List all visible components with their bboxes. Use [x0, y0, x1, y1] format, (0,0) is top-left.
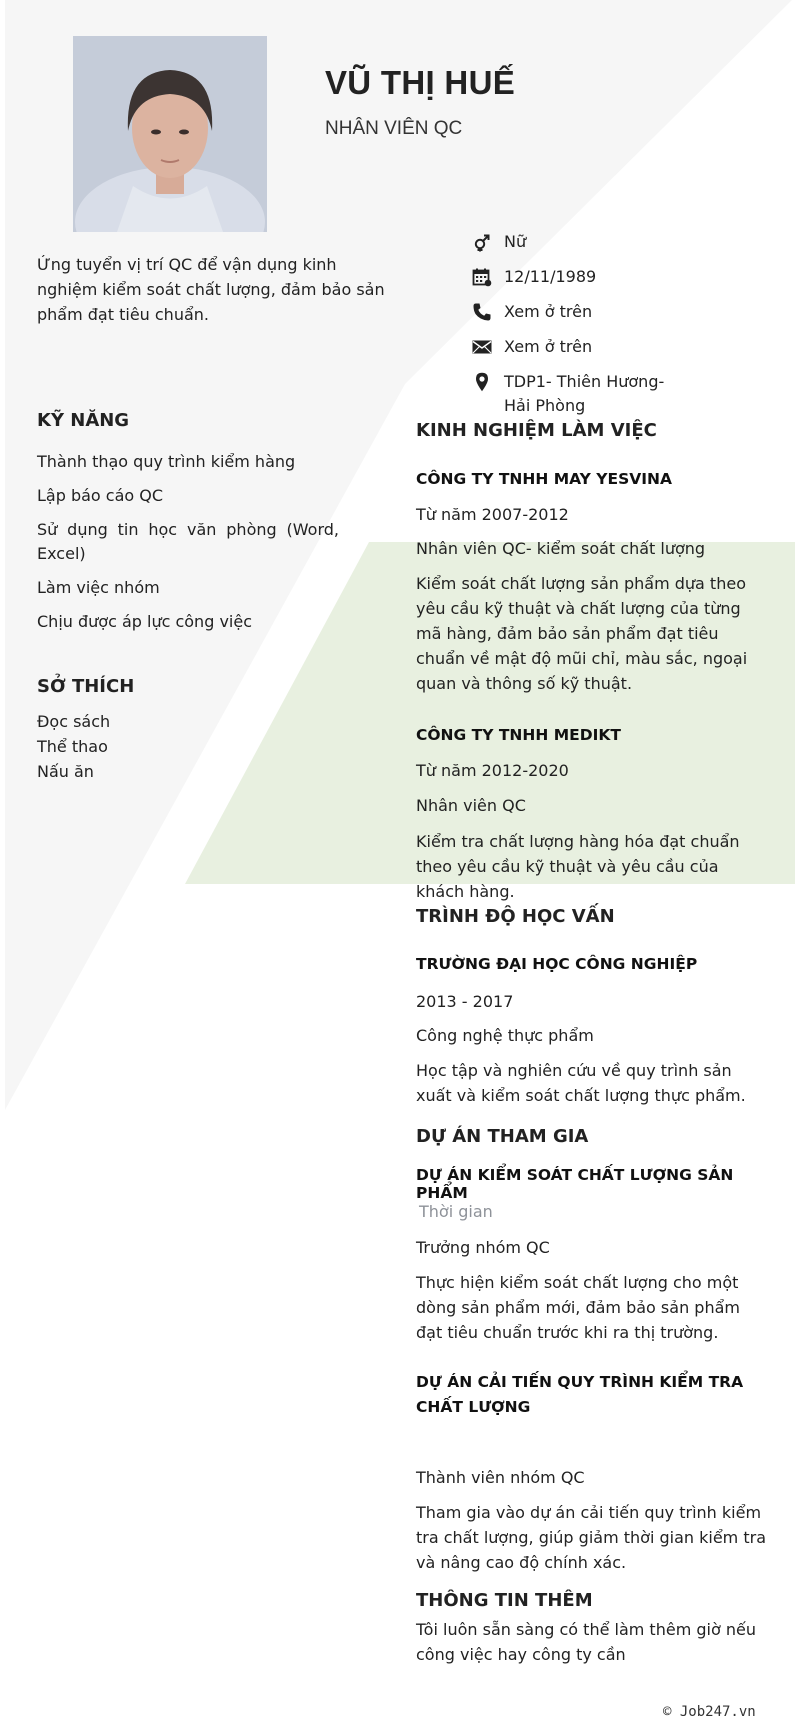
watermark: © Job247.vn	[663, 1704, 756, 1720]
project-role: Thành viên nhóm QC	[416, 1468, 585, 1487]
phone-value: Xem ở trên	[504, 302, 593, 321]
gender-value: Nữ	[504, 232, 527, 251]
hobbies-heading: SỞ THÍCH	[37, 676, 135, 697]
project-role: Trưởng nhóm QC	[416, 1238, 550, 1257]
experience-heading: KINH NGHIỆM LÀM VIỆC	[416, 420, 657, 441]
skill-item: Thành thạo quy trình kiểm hàng	[37, 452, 296, 471]
project-description: Thực hiện kiểm soát chất lượng cho một dòng sản phẩm mới, đảm bảo sản phẩm đạt tiêu chuẩn trước khi ra thị trường.	[416, 1273, 740, 1342]
experience-role: Nhân viên QC- kiểm soát chất lượng	[416, 539, 706, 558]
project-name: DỰ ÁN CẢI TIẾN QUY TRÌNH KIỂM TRA CHẤT LƯỢNG	[416, 1373, 744, 1416]
skill-item: Lập báo cáo QC	[37, 486, 164, 505]
candidate-name: VŨ THỊ HUẾ	[325, 64, 516, 101]
job-title: NHÂN VIÊN QC	[325, 118, 463, 139]
avatar-photo	[73, 36, 267, 232]
mail-icon	[472, 335, 504, 359]
contact-address	[472, 370, 702, 418]
experience-company: CÔNG TY TNHH MEDIKT	[416, 726, 621, 744]
additional-info-text: Tôi luôn sẵn sàng có thể làm thêm giờ nếu công việc hay công ty cần	[416, 1620, 756, 1664]
project-time-field: Thời gian	[419, 1202, 493, 1221]
contact-birthday	[472, 265, 702, 300]
gender-icon	[472, 230, 504, 254]
hobby-item: Đọc sách	[37, 712, 111, 731]
skill-item: Làm việc nhóm	[37, 578, 160, 597]
experience-period: Từ năm 2012-2020	[416, 761, 569, 780]
education-school: TRƯỜNG ĐẠI HỌC CÔNG NGHIỆP	[416, 955, 698, 973]
birthday-value: 12/11/1989	[504, 267, 597, 286]
contact-info	[472, 230, 702, 418]
skill-item: Chịu được áp lực công việc	[37, 612, 252, 631]
project-description: Tham gia vào dự án cải tiến quy trình kiểm tra chất lượng, giúp giảm thời gian kiểm tra và nâng cao độ chính xác.	[416, 1503, 766, 1572]
additional-info-heading: THÔNG TIN THÊM	[416, 1590, 593, 1611]
contact-email	[472, 335, 702, 370]
education-period: 2013 - 2017	[416, 992, 514, 1011]
skills-list	[37, 450, 339, 644]
contact-phone	[472, 300, 702, 335]
hobbies-list	[37, 709, 110, 784]
education-heading: TRÌNH ĐỘ HỌC VẤN	[416, 906, 615, 927]
address-value: TDP1- Thiên Hương- Hải Phòng	[504, 372, 665, 415]
education-description: Học tập và nghiên cứu về quy trình sản xuất và kiểm soát chất lượng thực phẩm.	[416, 1061, 746, 1105]
projects-heading: DỰ ÁN THAM GIA	[416, 1126, 589, 1147]
email-value: Xem ở trên	[504, 337, 593, 356]
experience-description: Kiểm tra chất lượng hàng hóa đạt chuẩn theo yêu cầu kỹ thuật và yêu cầu của khách hàng.	[416, 832, 740, 901]
phone-icon	[472, 300, 504, 324]
calendar-icon	[472, 265, 504, 289]
skill-item: Sử dụng tin học văn phòng (Word, Excel)	[37, 520, 339, 563]
experience-company: CÔNG TY TNHH MAY YESVINA	[416, 470, 672, 488]
skills-heading: KỸ NĂNG	[37, 410, 130, 431]
contact-gender	[472, 230, 702, 265]
career-objective: Ứng tuyển vị trí QC để vận dụng kinh nghiệm kiểm soát chất lượng, đảm bảo sản phẩm đạt tiêu chuẩn.	[37, 255, 385, 324]
experience-role: Nhân viên QC	[416, 796, 526, 815]
hobby-item: Thể thao	[37, 737, 108, 756]
project-name: DỰ ÁN KIỂM SOÁT CHẤT LƯỢNG SẢN PHẨM	[416, 1166, 734, 1202]
experience-period: Từ năm 2007-2012	[416, 505, 569, 524]
experience-description: Kiểm soát chất lượng sản phẩm dựa theo yêu cầu kỹ thuật và chất lượng của từng mã hàng, đảm bảo sản phẩm đạt tiêu chuẩn về mật độ mũi chỉ, màu sắc, ngoại quan và thông số kỹ thuật.	[416, 574, 748, 693]
hobby-item: Nấu ăn	[37, 762, 94, 781]
location-pin-icon	[472, 370, 504, 394]
education-major: Công nghệ thực phẩm	[416, 1026, 594, 1045]
